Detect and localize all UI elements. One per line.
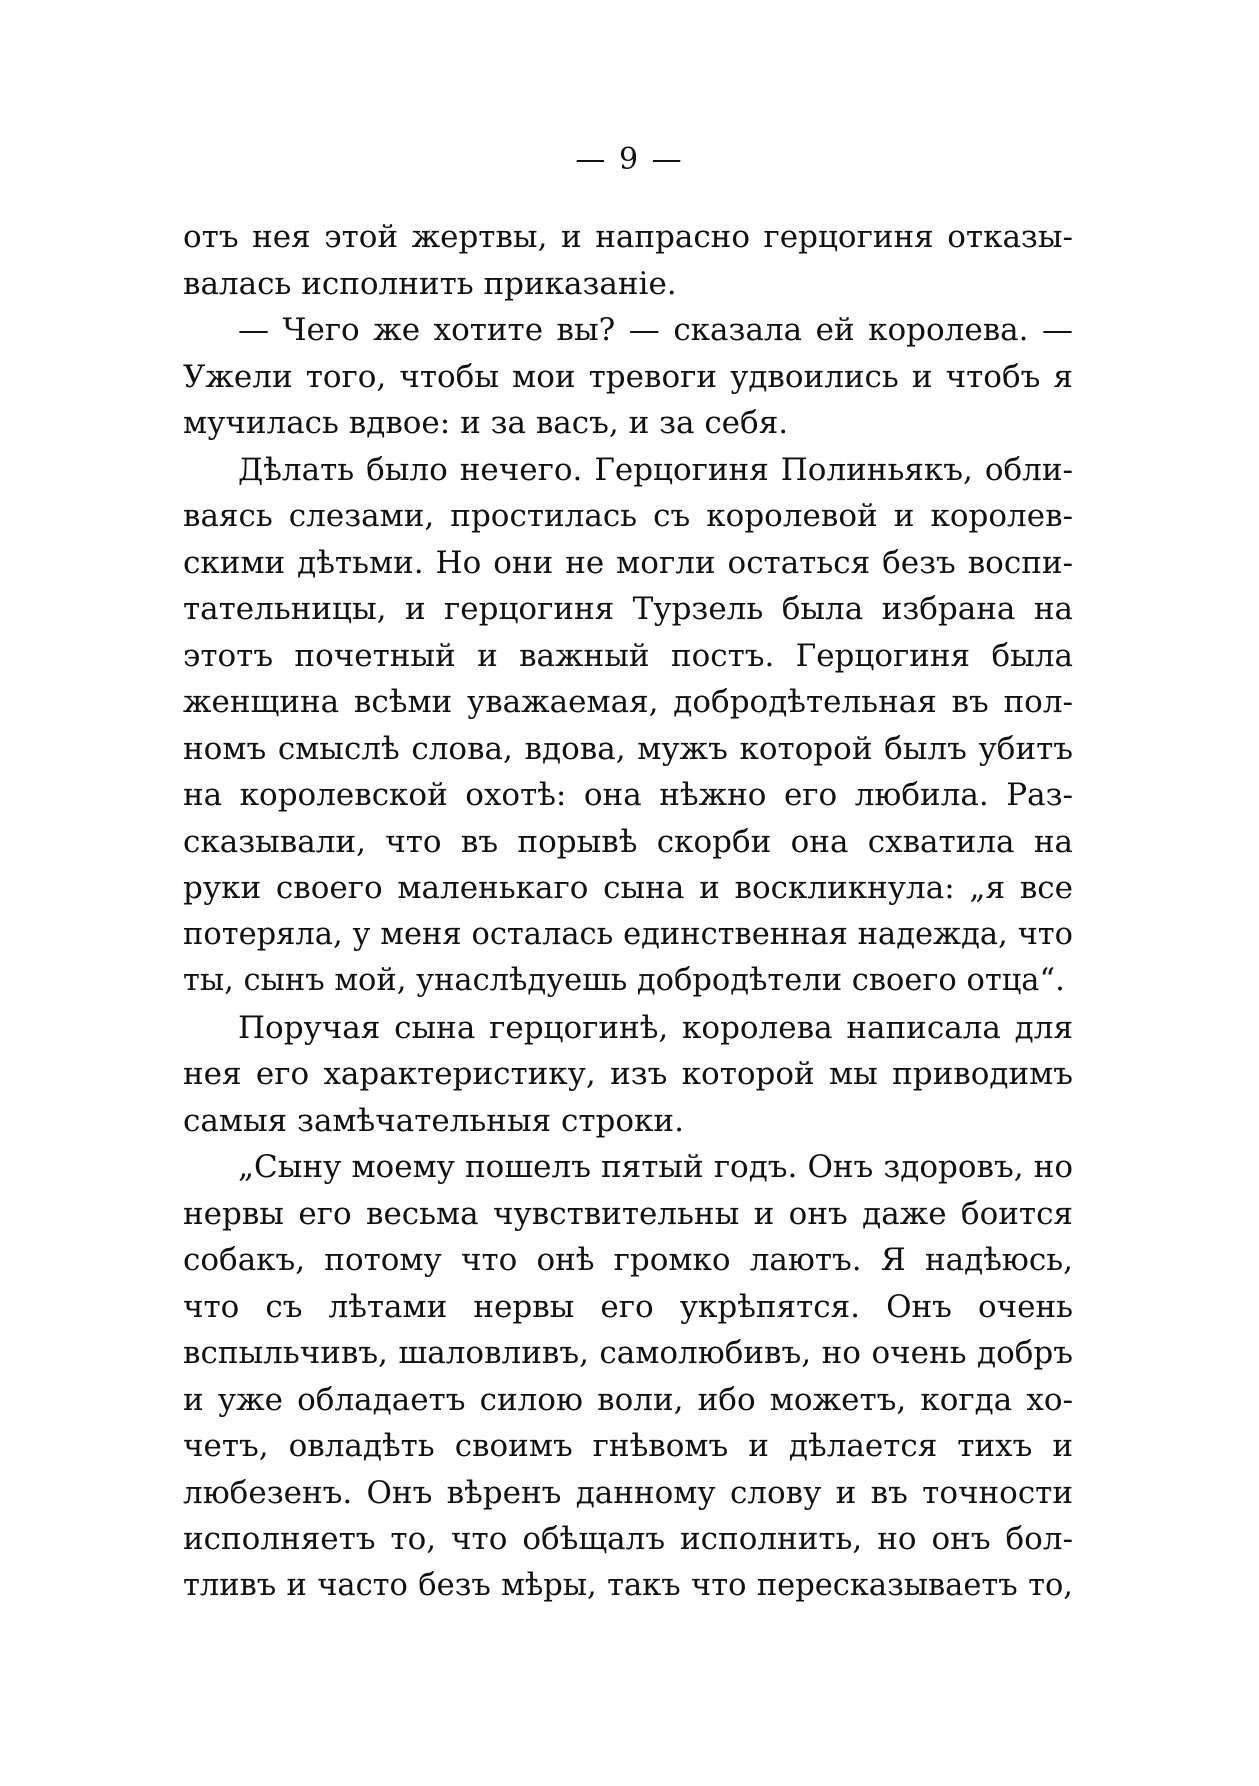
text-line: руки своего маленькаго сына и воскликнула: „я все bbox=[183, 870, 1073, 906]
text-line: нервы его весьма чувствительны и онъ даже боится bbox=[183, 1195, 1073, 1232]
text-line: любезенъ. Онъ вѣренъ данному слову и въ точности bbox=[183, 1474, 1073, 1511]
text-line: что съ лѣтами нервы его укрѣпятся. Онъ очень bbox=[183, 1288, 1073, 1325]
paragraph bbox=[183, 1144, 1073, 1609]
text-line: и уже обладаетъ силою воли, ибо можетъ, когда хо- bbox=[183, 1381, 1073, 1418]
text-line: скими дѣтьми. Но они не могли остаться безъ воспи- bbox=[183, 544, 1073, 581]
text-line: этотъ почетный и важный постъ. Герцогиня была bbox=[183, 637, 1073, 674]
page-number: — 9 — bbox=[575, 142, 684, 177]
text-line: Дѣлать было нечего. Герцогиня Полиньякъ, обли- bbox=[238, 451, 1073, 488]
paragraph bbox=[183, 1005, 1073, 1145]
text-line: „Сыну моему пошелъ пятый годъ. Онъ здоровъ, но bbox=[238, 1149, 1073, 1185]
text-line: тливъ и часто безъ мѣры, такъ что пересказываетъ то, bbox=[183, 1567, 1073, 1603]
text-line: собакъ, потому что онѣ громко лаютъ. Я надѣюсь, bbox=[183, 1242, 1073, 1278]
text-line: ваясь слезами, простилась съ королевой и королев- bbox=[183, 498, 1073, 534]
text-line: потеряла, у меня осталась единственная надежда, что bbox=[183, 916, 1073, 952]
text-line: исполняетъ то, что обѣщалъ исполнить, но онъ бол- bbox=[183, 1521, 1073, 1557]
text-line: на королевской охотѣ: она нѣжно его любила. Раз- bbox=[183, 777, 1073, 813]
text-line: номъ смыслѣ слова, вдова, мужъ которой былъ убитъ bbox=[183, 730, 1073, 767]
text-line: — Чего же хотите вы? — сказала ей королева. — bbox=[238, 312, 1073, 348]
paragraph bbox=[183, 447, 1073, 1005]
text-line: ты, сынъ мой, унаслѣдуешь добродѣтели своего отца“. bbox=[183, 963, 1065, 998]
paragraph bbox=[183, 307, 1073, 447]
text-line: сказывали, что въ порывѣ скорби она схватила на bbox=[183, 823, 1073, 860]
text-line: вспыльчивъ, шаловливъ, самолюбивъ, но очень добръ bbox=[183, 1335, 1073, 1371]
text-line: женщина всѣми уважаемая, добродѣтельная въ пол- bbox=[183, 684, 1073, 720]
text-line: мучилась вдвое: и за васъ, и за себя. bbox=[183, 405, 789, 441]
text-line: валась исполнить приказаніе. bbox=[183, 265, 677, 302]
text-line: нея его характеристику, изъ которой мы приводимъ bbox=[183, 1056, 1073, 1092]
text-line: тательницы, и герцогиня Турзель была избрана на bbox=[183, 591, 1073, 627]
body-text bbox=[183, 214, 1073, 1609]
text-line: самыя замѣчательныя строки. bbox=[183, 1102, 684, 1139]
paragraph bbox=[183, 214, 1073, 307]
text-line: четъ, овладѣть своимъ гнѣвомъ и дѣлается тихъ и bbox=[183, 1428, 1073, 1464]
text-line: Ужели того, чтобы мои тревоги удвоились и чтобъ я bbox=[183, 358, 1073, 395]
text-line: Поручая сына герцогинѣ, королева написала для bbox=[238, 1009, 1073, 1046]
text-line: отъ нея этой жертвы, и напрасно герцогиня отказы- bbox=[183, 219, 1073, 255]
